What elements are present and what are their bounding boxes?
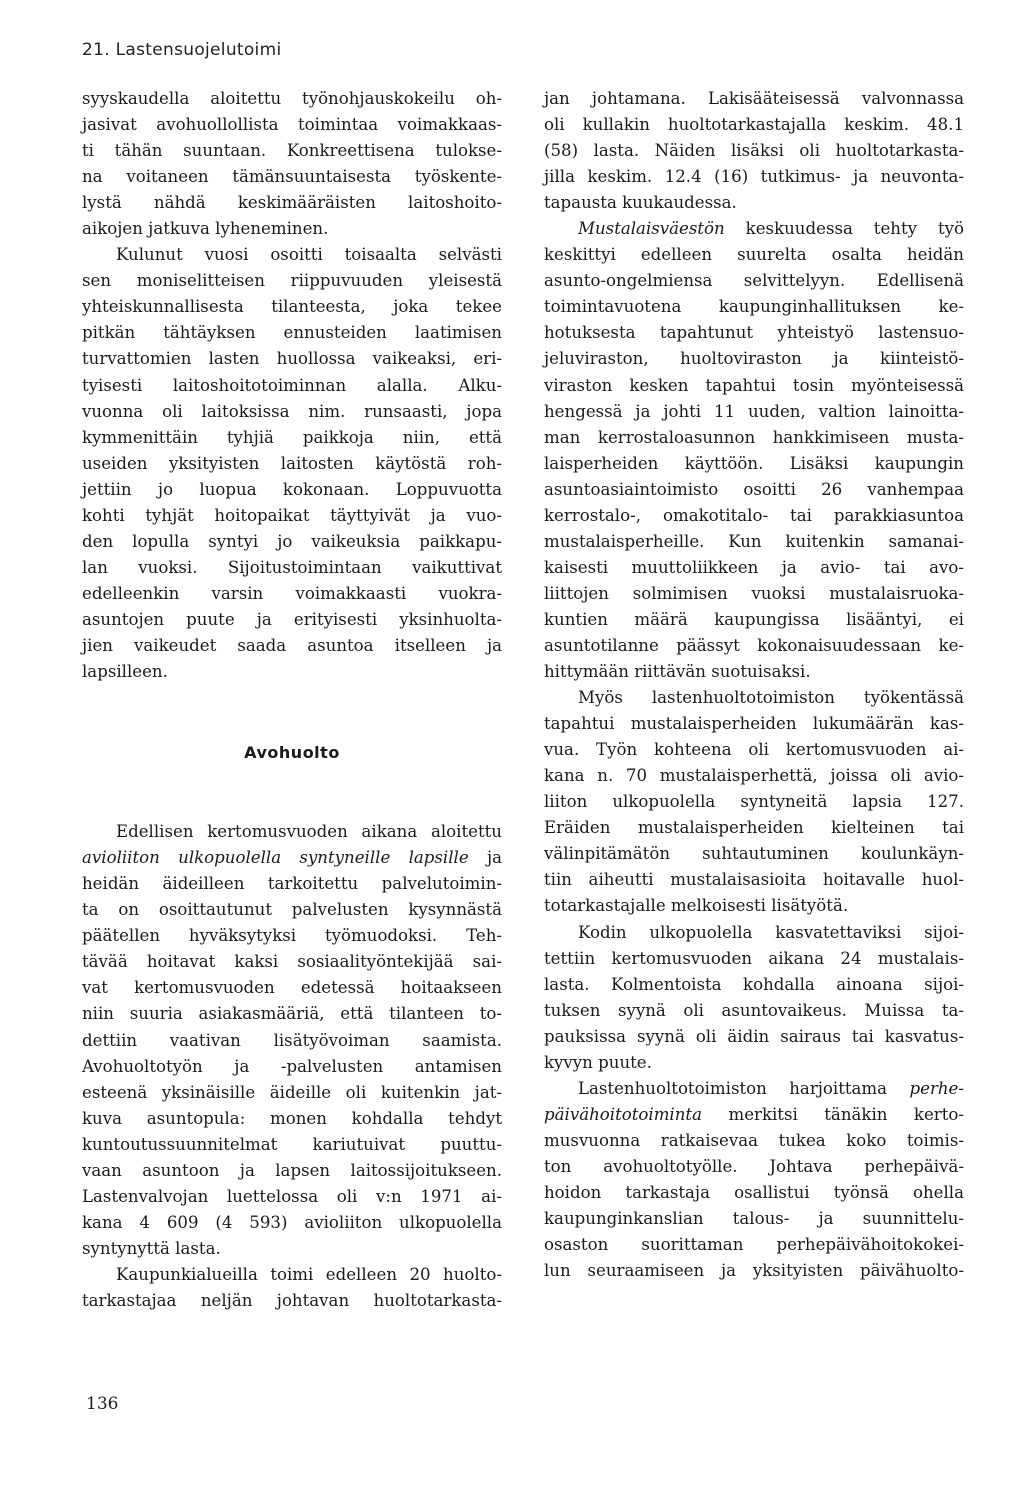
text-line: kymmenittäin tyhjiä paikkoja niin, että [82,427,502,447]
paragraph [544,216,964,242]
paragraph [82,1262,502,1314]
paragraph [82,819,502,871]
text-line: lasta. Kolmentoista kohdalla ainoana sijoi- [544,974,964,994]
text-line: liittojen solmimisen vuoksi mustalaisruoka- [544,583,964,603]
text-line: asuntoasiaintoimisto osoitti 26 vanhempaa [544,479,964,499]
text-line: tarkastajaa neljän johtavan huoltotarkasta- [82,1290,502,1310]
text-line: hoidon tarkastaja osallistui työnsä ohella [544,1182,964,1202]
paragraph [544,242,964,685]
paragraph [82,242,502,685]
text-line: Kodin ulkopuolella kasvatettaviksi sijoi- [578,922,964,942]
text-line: Edellisen kertomusvuoden aikana aloitettu [116,822,502,842]
text-line: kohti tyhjät hoitopaikat täyttyivät ja vuo- [82,505,502,525]
text-line: ti tähän suuntaan. Konkreettisena tulokse- [82,141,502,161]
text-line: ta on osoittautunut palvelusten kysynnästä [82,900,502,920]
text-line: tapahtui mustalaisperheiden lukumäärän kas- [544,714,964,734]
text-line: viraston kesken tapahtui tosin myönteisessä [544,375,964,395]
paragraph [544,685,964,919]
text-line: Mustalaisväestön keskuudessa tehty työ [578,219,964,239]
text-line: tuksen syynä oli asuntovaikeus. Muissa ta- [544,1000,964,1020]
running-head: 21. Lastensuojelutoimi [82,40,282,60]
text-line: liiton ulkopuolella syntyneitä lapsia 127. [544,792,964,812]
right-column [544,86,964,1284]
paragraph [82,86,502,242]
text-line: laisperheiden käyttöön. Lisäksi kaupungin [544,453,964,473]
text-line: totarkastajalle melkoisesti lisätyötä. [544,896,849,916]
text-line: niin suuria asiakasmääriä, että tilanteen to- [82,1004,502,1024]
text-line: heidän äideilleen tarkoitettu palvelutoimin- [82,874,502,894]
text-line: asuntotilanne päässyt kokonaisuudessaan ke- [544,635,964,655]
text-line: jien vaikeudet saada asuntoa itselleen ja [82,635,502,655]
text-line: pitkän tähtäyksen ennusteiden laatimisen [82,323,502,343]
text-line: Lastenhuoltotoimiston harjoittama perhe- [578,1078,964,1098]
paragraph [544,1128,964,1284]
text-line: useiden yksityisten laitosten käytöstä roh- [82,453,502,473]
text-line: keskittyi edelleen suurelta osalta heidän [544,245,964,265]
text-line: Eräiden mustalaisperheiden kielteinen tai [544,818,964,838]
text-line: jettiin jo luopua kokonaan. Loppuvuotta [82,479,502,499]
text-line: vaan asuntoon ja lapsen laitossijoitukseen. [82,1160,502,1180]
text-line: syyskaudella aloitettu työnohjauskokeilu oh- [82,89,502,108]
text-line: Myös lastenhuoltotoimiston työkentässä [578,688,964,708]
paragraph [544,86,964,216]
text-line: Lastenvalvojan luettelossa oli v:n 1971 ai- [82,1186,502,1206]
italic-term: päivähoitotoiminta [544,1104,702,1124]
text-line: esteenä yksinäisille äideille oli kuitenkin jat- [82,1082,502,1102]
text-line: (58) lasta. Näiden lisäksi oli huoltotarkasta- [544,141,964,161]
text-line: lan vuoksi. Sijoitustoimintaan vaikuttivat [82,557,502,577]
page-number: 136 [86,1394,119,1414]
text-line: lapsilleen. [82,662,168,682]
text-line: jan johtamana. Lakisääteisessä valvonnassa [544,89,964,108]
text-line: kerrostalo-, omakotitalo- tai parakkiasuntoa [544,505,964,525]
text-line: päätellen hyväksytyksi työmuodoksi. Teh- [82,926,502,946]
text-line: lun seuraamiseen ja yksityisten päivähuolto- [544,1261,964,1281]
text-line: Kaupunkialueilla toimi edelleen 20 huolto- [116,1264,502,1284]
text-line: asunto-ongelmiensa selvittelyyn. Edellisenä [544,271,964,291]
text-line: kyvyn puute. [544,1052,652,1072]
paragraph [82,871,502,1262]
text-line: edelleenkin varsin voimakkaasti vuokra- [82,583,502,603]
text-line: hotuksesta tapahtunut yhteistyö lastensuo- [544,323,964,343]
text-line: oli kullakin huoltotarkastajalla keskim. 48.1 [544,115,964,135]
text-line: välinpitämätön suhtautuminen koulunkäyn- [544,844,964,864]
text-line: tiin aiheutti mustalaisasioita hoitavalle huol- [544,870,964,890]
text-line: aikojen jatkuva lyheneminen. [82,219,329,239]
text-line: lystä nähdä keskimääräisten laitoshoito- [82,193,502,213]
paragraph [544,920,964,1076]
italic-term: avioliiton ulkopuolella syntyneille lapsille [82,848,469,868]
text-line: osaston suorittaman perhepäivähoitokokei- [544,1235,964,1255]
text-line: vat kertomusvuoden edetessä hoitaakseen [82,978,502,998]
text-line: kaupunginkanslian talous- ja suunnittelu- [544,1209,964,1229]
text-line: kaisesti muuttoliikkeen ja avio- tai avo- [544,557,964,577]
text-line: den lopulla syntyi jo vaikeuksia paikkapu- [82,531,502,551]
italic-term: perhe- [909,1078,964,1098]
text-line: tävää hoitavat kaksi sosiaalityöntekijää sai- [82,952,502,972]
text-line: kana 4 609 (4 593) avioliiton ulkopuolella [82,1212,502,1232]
text-line: Avohuoltotyön ja -palvelusten antamisen [82,1056,502,1076]
text-line: vua. Työn kohteena oli kertomusvuoden ai- [544,740,964,760]
text-line: tyisesti laitoshoitotoiminnan alalla. Alku- [82,375,502,395]
paragraph [544,1076,964,1128]
left-column [82,86,502,1314]
text-line: jasivat avohuollollista toimintaa voimakkaas- [82,115,502,135]
text-line: na voitaneen tämänsuuntaisesta työskente- [82,167,502,187]
section-heading: Avohuolto [244,743,340,763]
text-line: sen moniselitteisen riippuvuuden yleisestä [82,271,502,291]
text-line: turvattomien lasten huollossa vaikeaksi, eri- [82,349,502,369]
text-line: man kerrostaloasunnon hankkimiseen musta- [544,427,964,447]
text-line: dettiin vaativan lisätyövoiman saamista. [82,1030,502,1050]
text-line: kana n. 70 mustalaisperhettä, joissa oli avio- [544,766,964,786]
text-line: yhteiskunnallisesta tilanteesta, joka tekee [82,297,502,317]
text-line: Kulunut vuosi osoitti toisaalta selvästi [116,245,502,265]
text-line: syntynyttä lasta. [82,1238,221,1258]
text-line: jeluviraston, huoltoviraston ja kiinteistö- [544,349,964,369]
text-line: avioliiton ulkopuolella syntyneille lapsille ja [82,848,502,868]
text-line: kuva asuntopula: monen kohdalla tehdyt [82,1108,502,1128]
text-line: kuntoutussuunnitelmat kariutuivat puuttu- [82,1134,502,1154]
text-line: päivähoitotoiminta merkitsi tänäkin kerto- [544,1104,964,1124]
text-line: asuntojen puute ja erityisesti yksinhuolta- [82,609,502,629]
text-line: hittymään riittävän suotuisaksi. [544,662,811,682]
text-line: ton avohuoltotyölle. Johtava perhepäivä- [544,1156,964,1176]
text-line: hengessä ja johti 11 uuden, valtion lainoitta- [544,401,964,421]
text-line: tettiin kertomusvuoden aikana 24 mustalais- [544,948,964,968]
text-line: musvuonna ratkaisevaa tukea koko toimis- [544,1130,964,1150]
text-line: jilla keskim. 12.4 (16) tutkimus- ja neuvonta- [544,167,964,187]
text-line: pauksissa syynä oli äidin sairaus tai kasvatus- [544,1026,964,1046]
text-line: vuonna oli laitoksissa nim. runsaasti, jopa [82,401,502,421]
text-line: toimintavuotena kaupunginhallituksen ke- [544,297,964,317]
text-line: mustalaisperheille. Kun kuitenkin samanai- [544,531,964,551]
italic-term: Mustalaisväestön [578,219,725,239]
text-line: tapausta kuukaudessa. [544,193,737,213]
text-line: kuntien määrä kaupungissa lisääntyi, ei [544,609,964,629]
